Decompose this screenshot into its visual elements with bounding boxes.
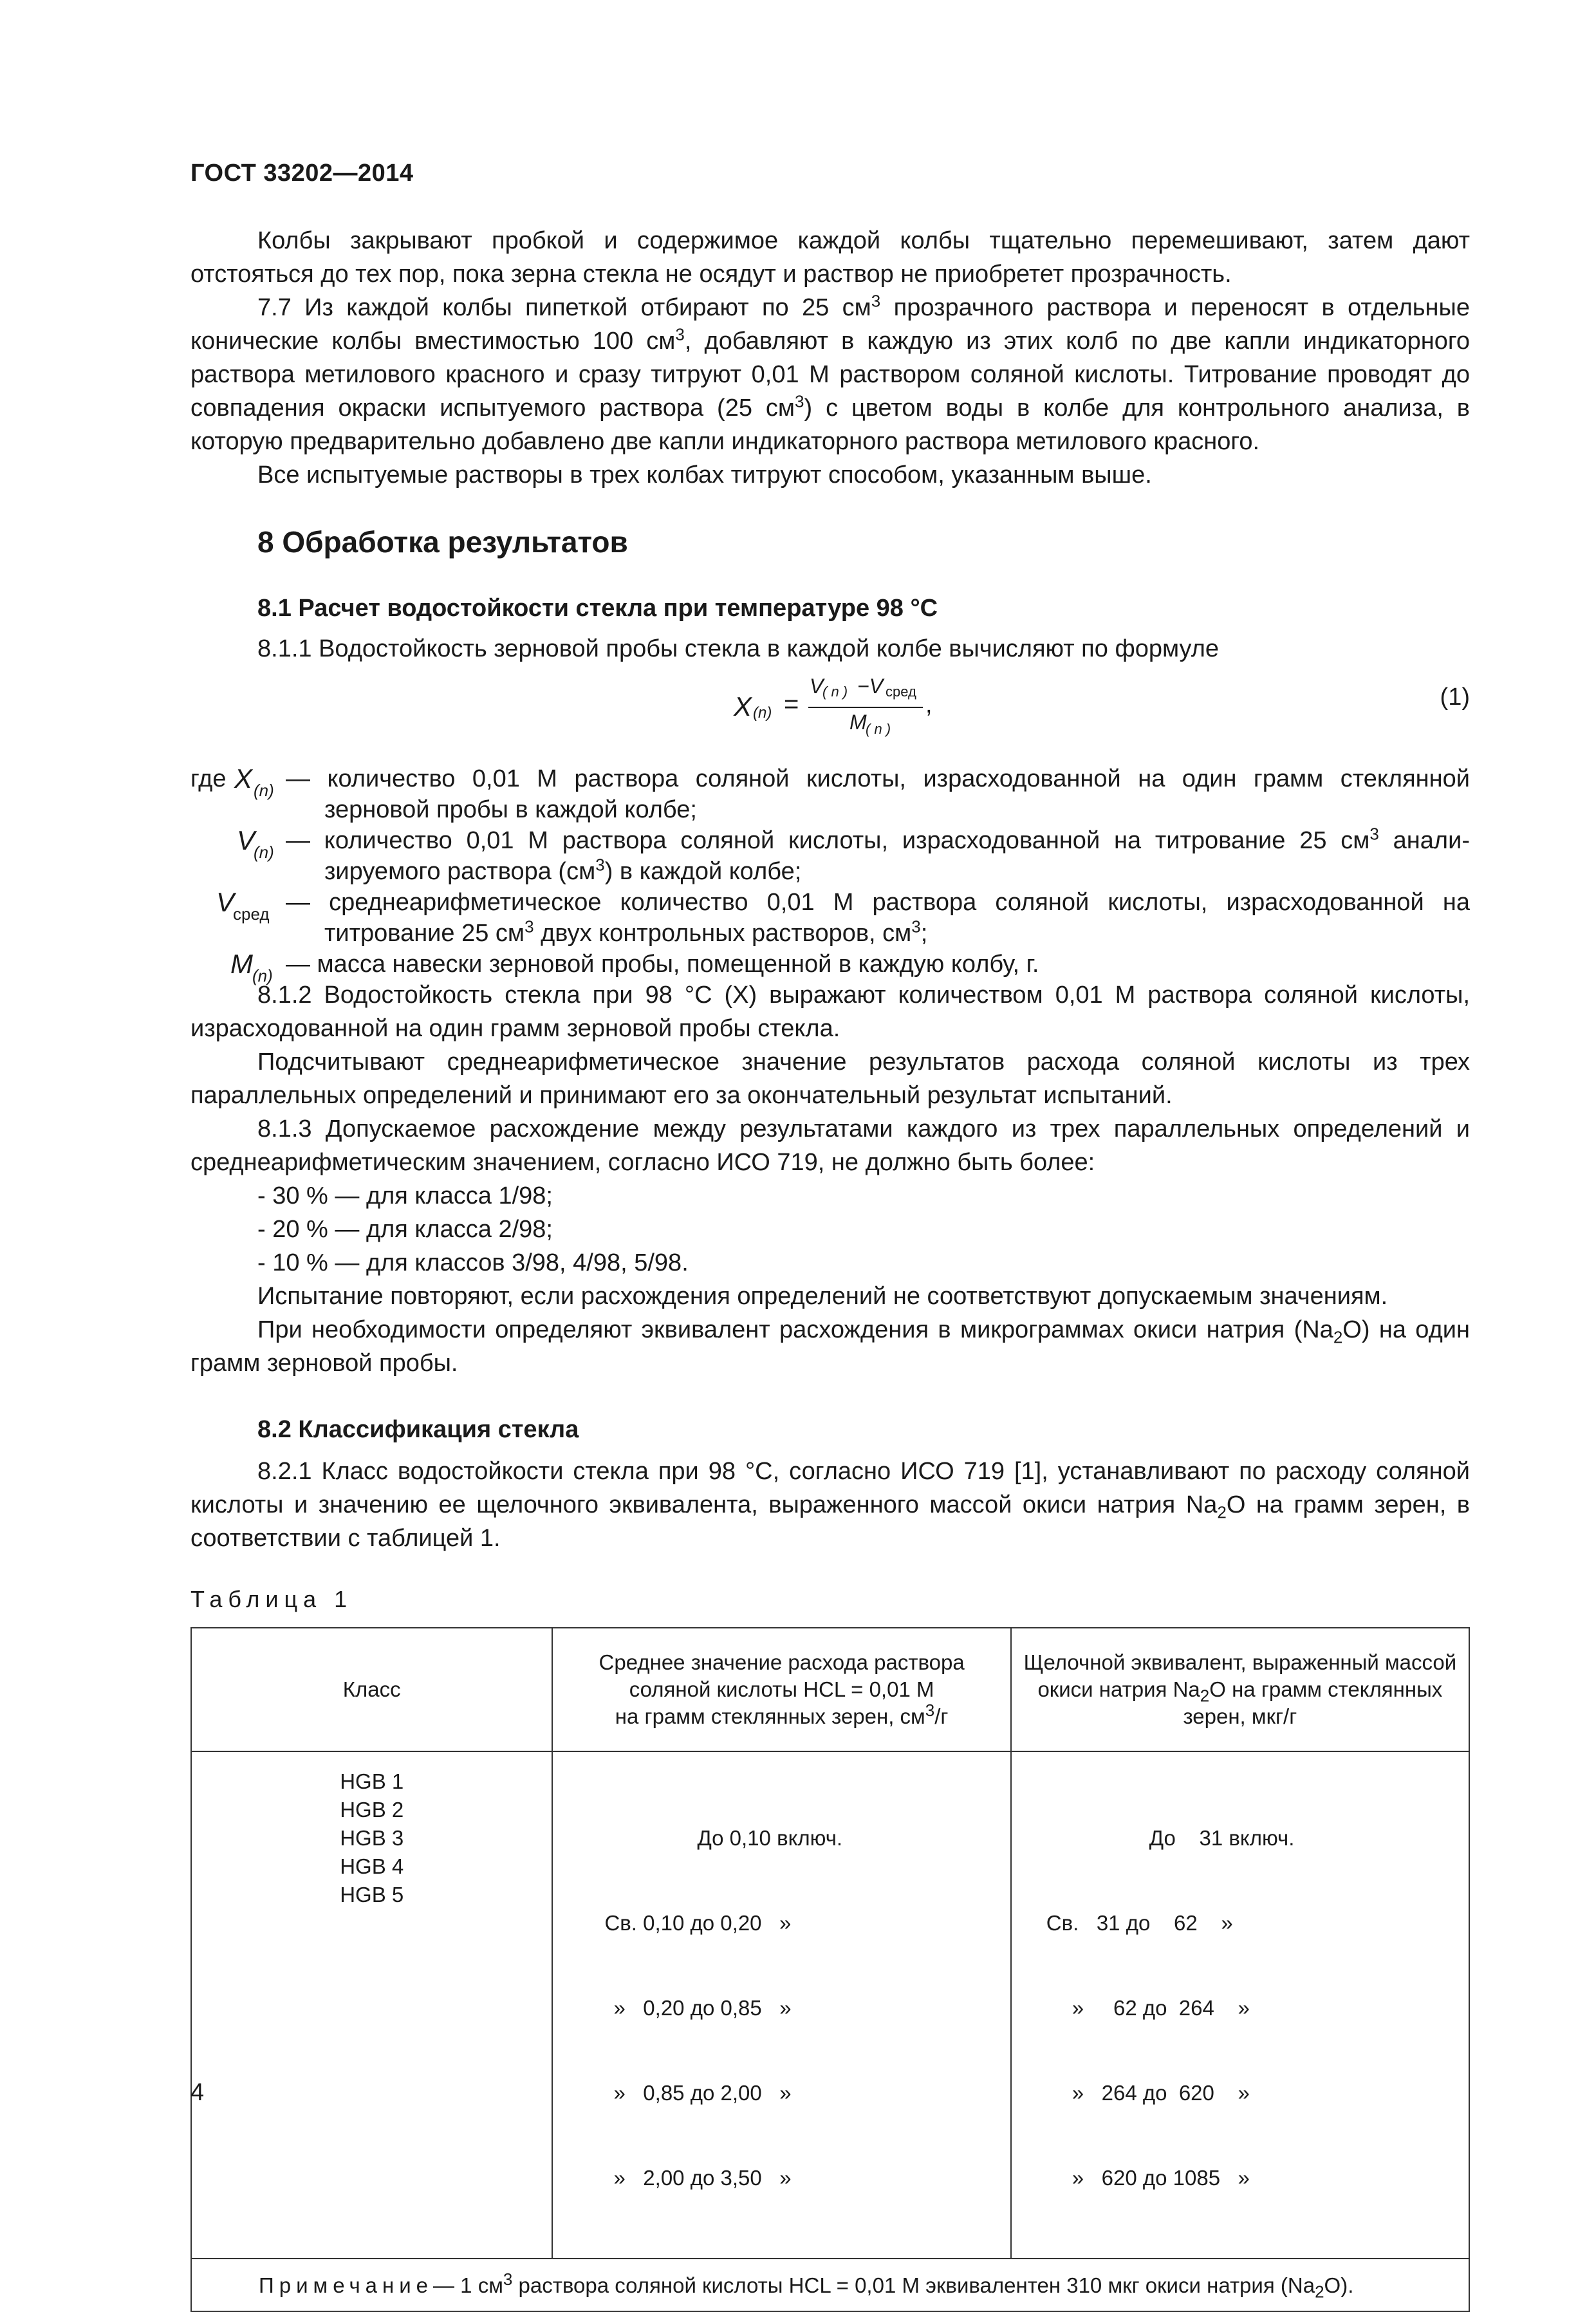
list-item: - 30 % — для класса 1/98; — [257, 1182, 553, 1209]
table-cell: HGB 5 — [340, 1883, 404, 1906]
class-column — [191, 1751, 552, 2259]
formula-1: X (n) = V ( n ) −V сред M ( n ) , — [734, 675, 933, 737]
header-class: Класс — [191, 1628, 552, 1751]
table-cell: » 0,20 до 0,85 » — [613, 1996, 792, 2020]
table-cell: HGB 2 — [340, 1798, 404, 1822]
paragraph-8-1-2: 8.1.2 Водостойкость стекла при 98 °С (X) выражают количеством 0,01 М раствора соляной кислоты, израсходованной на один грамм зерновой пробы стекла. — [190, 982, 1470, 1042]
table-cell: » 62 до 264 » — [1072, 1996, 1250, 2020]
formula-number: (1) — [1440, 684, 1470, 711]
table-cell: HGB 1 — [340, 1769, 404, 1793]
paragraph-flasks: Колбы закрывают пробкой и содержимое каждой колбы тщательно перемешивают, затем дают отстояться до тех пор, пока зерна стекла не осядут и раствор не приобретет прозрачность. — [190, 227, 1470, 288]
paragraph-8-1-1: 8.1.1 Водостойкость зерновой пробы стекла в каждой колбе вычисляют по формуле — [257, 635, 1220, 662]
page-number: 4 — [190, 2079, 205, 2106]
paragraph-average: Подсчитывают среднеарифметическое значение результатов расхода соляной кислоты из трех параллельных определений и принимают его за окончательный результат испытаний. — [190, 1049, 1470, 1109]
header-acid: Среднее значение расхода раствора соляной кислоты HCL = 0,01 M на грамм стеклянных зерен, $см^3/г$ — [552, 1628, 1010, 1751]
alkali-column — [1011, 1751, 1469, 2259]
def-x: где X (n) — количество 0,01 М раствора соляной кислоты, израсходованной на один грамм стеклянной зерновой пробы в каждой колбе; — [190, 763, 1470, 823]
section-8-2-title: 8.2 Классификация стекла — [257, 1416, 579, 1443]
table-cell: Св. 0,10 до 0,20 » — [604, 1911, 792, 1935]
def-v: V (n) — количество 0,01 М раствора соляной кислоты, израсходованной на титрование 25 $см^3$ анали- зируемого раствора $(см^3)$ в каждой колбе; — [237, 824, 1470, 885]
standard-header: ГОСТ 33202—2014 — [190, 160, 414, 187]
table-header-row — [191, 1628, 1469, 1751]
table-cell: Св. 31 до 62 » — [1046, 1911, 1233, 1935]
table-cell: » 0,85 до 2,00 » — [613, 2081, 792, 2105]
paragraph-all-solutions: Все испытуемые растворы в трех колбах титруют способом, указанным выше. — [257, 461, 1152, 489]
table-cell: До 0,10 включ. — [697, 1826, 843, 1850]
intro-block — [190, 224, 1470, 492]
table-note: Примечание— 1 $см^3$ раствора соляной кислоты HCL = 0,01 M эквивалентен 310 мкг окиси натрия $(Na_2O)$. — [191, 2259, 1469, 2311]
paragraph-7-7: 7.7 Из каждой колбы пипеткой отбирают по 25 $см^3$ прозрачного раствора и переносят в отдельные конические колбы вместимостью 100 $см^3$, добавляют в каждую из этих колб по две капли индикаторного раствора метилового красного и сразу титруют 0,01 М раствором соляной кислоты. Титрование проводят до совпадения окраски испытуемого раствора (25 $см^3$) с цветом воды в колбе для контрольного анализа, в которую предварительно добавлено две капли индикаторного раствора метилового красного. — [190, 291, 1470, 455]
table-cell: HGB 4 — [340, 1854, 404, 1878]
list-item: - 20 % — для класса 2/98; — [257, 1216, 553, 1243]
block-8-1-2 — [190, 978, 1470, 1380]
section-8-1-title: 8.1 Расчет водостойкости стекла при температуре 98 °С — [257, 595, 938, 622]
table-body-row — [191, 1751, 1469, 2259]
def-m: M (n) — масса навески зерновой пробы, помещенной в каждую колбу, г. — [230, 949, 1039, 985]
paragraph-repeat: Испытание повторяют, если расхождения определений не соответствуют допускаемым значениям. — [257, 1283, 1388, 1310]
paragraph-equivalent: При необходимости определяют эквивалент расхождения в микрограммах окиси натрия $(Na_2O)$ на один грамм зерновой пробы. — [190, 1316, 1470, 1377]
formula-definitions — [190, 763, 1470, 985]
paragraph-8-2-1: 8.2.1 Класс водостойкости стекла при 98 °С, согласно ИСО 719 [1], устанавливают по расходу соляной кислоты и значению ее щелочного эквивалента, выраженного массой окиси натрия $Na_2O$ на грамм зерен, в соответствии с таблицей 1. — [190, 1458, 1470, 1552]
table-cell: » 264 до 620 » — [1072, 2081, 1250, 2105]
table-cell: » 2,00 до 3,50 » — [613, 2166, 792, 2190]
list-item: - 10 % — для классов 3/98, 4/98, 5/98. — [257, 1249, 689, 1276]
table-cell: » 620 до 1085 » — [1072, 2166, 1250, 2190]
table-caption: Таблица 1 — [190, 1586, 353, 1612]
table-note-row — [191, 2259, 1469, 2311]
header-alkali: Щелочной эквивалент, выраженный массой окиси натрия $Na_2O$ на грамм стеклянных зерен, мкг/г — [1011, 1628, 1469, 1751]
table-cell: HGB 3 — [340, 1826, 404, 1850]
def-vsred: V сред — среднеарифметическое количество 0,01 М раствора соляной кислоты, израсходованной на титрование 25 $см^3$ двух контрольных растворов, $см^3$; — [216, 887, 1470, 947]
section-8-title: 8 Обработка результатов — [257, 525, 628, 559]
acid-column — [552, 1751, 1010, 2259]
table-1 — [190, 1627, 1470, 2312]
paragraph-8-1-3: 8.1.3 Допускаемое расхождение между результатами каждого из трех параллельных определений и среднеарифметическим значением, согласно ИСО 719, не должно быть более: — [190, 1115, 1470, 1176]
table-cell: До 31 включ. — [1149, 1826, 1295, 1850]
